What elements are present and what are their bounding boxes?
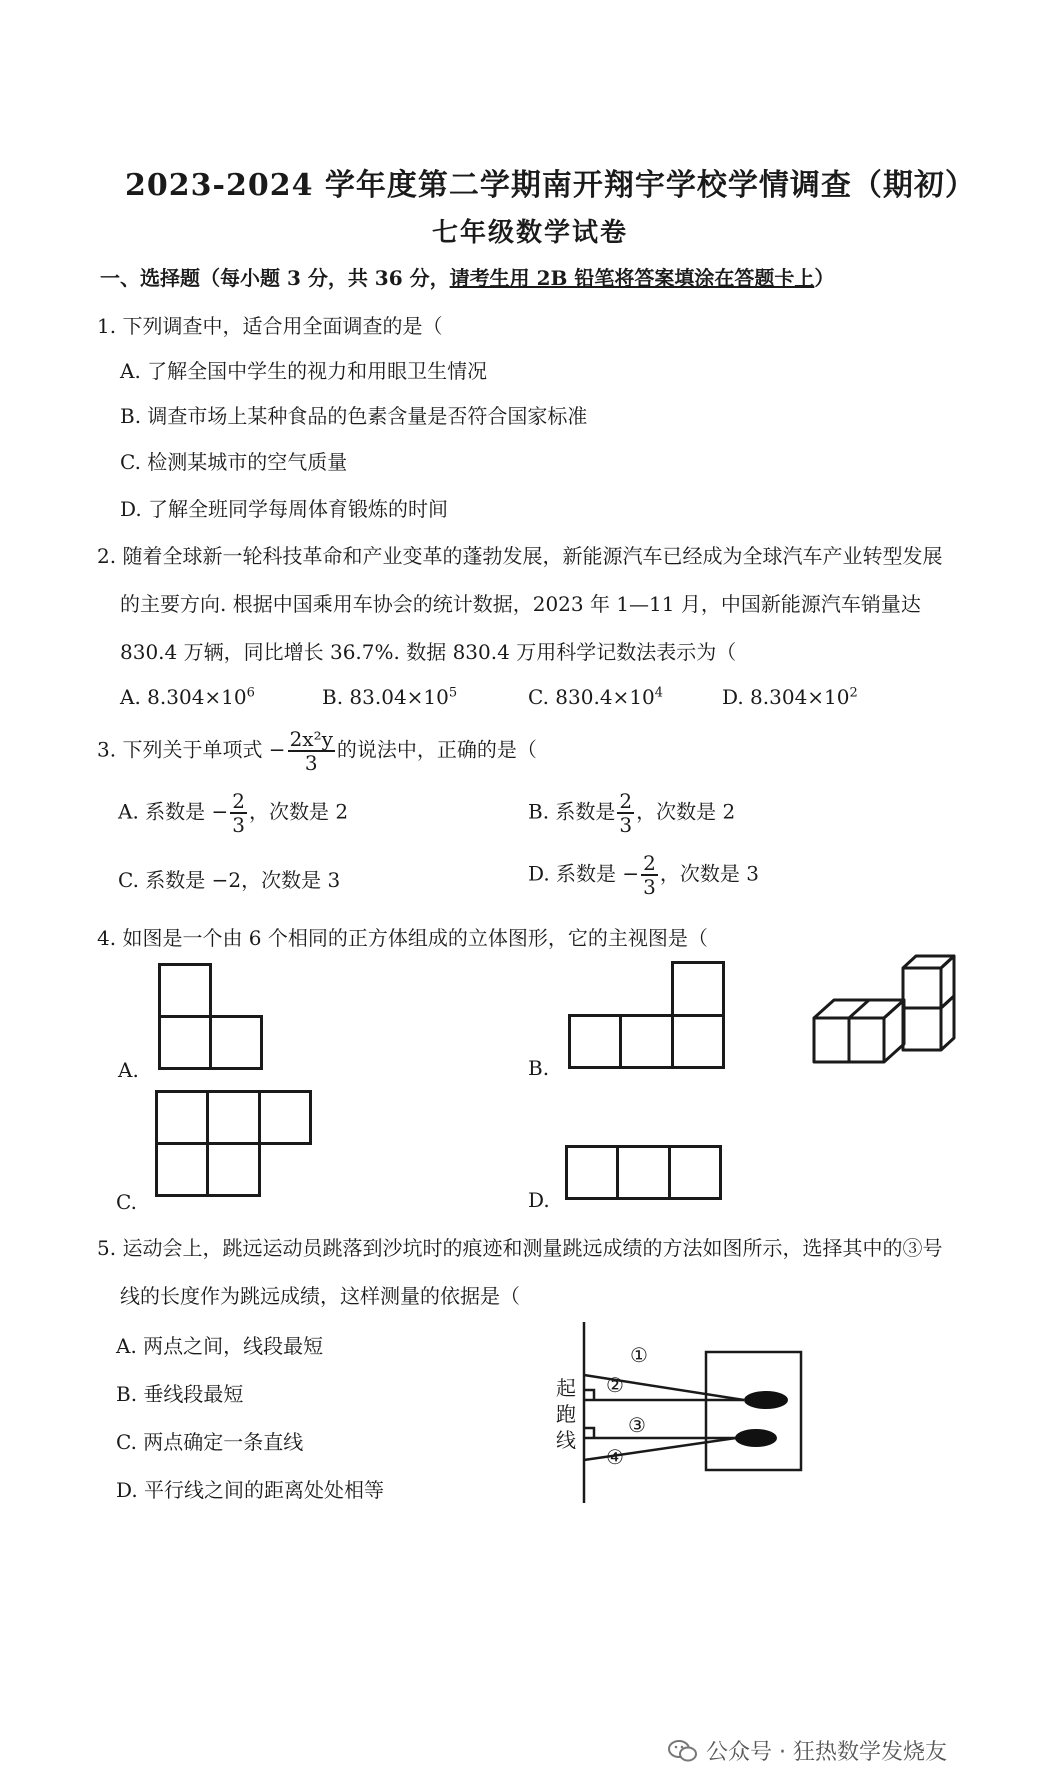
watermark-text: 公众号 · 狂热数学发烧友 xyxy=(706,1740,947,1765)
q4-a-square xyxy=(209,1015,263,1070)
q1-option-b: B. 调查市场上某种食品的色素含量是否符合国家标准 xyxy=(120,404,588,428)
q2-option-b-exp: 5 xyxy=(448,685,458,701)
start-line-label-char-2: 跑 xyxy=(556,1402,576,1426)
q3-option-d xyxy=(528,852,759,898)
q1-option-d: D. 了解全班同学每周体育锻炼的时间 xyxy=(120,497,449,521)
q2-option-b xyxy=(322,685,457,709)
q1-stem: 1. 下列调查中，适合用全面调查的是（ xyxy=(97,314,443,338)
q2-option-d-exp: 2 xyxy=(849,685,858,701)
q2-option-d-base: D. 8.304×10 xyxy=(722,685,850,709)
q3-option-b xyxy=(528,790,735,836)
q2-option-d xyxy=(722,685,858,709)
q4-a-square xyxy=(158,1015,212,1070)
watermark xyxy=(668,1735,947,1766)
q5-line-2: 线的长度作为跳远成绩，这样测量的依据是（ xyxy=(120,1284,520,1308)
q2-line-3: 830.4 万辆，同比增长 36.7%. 数据 830.4 万用科学记数法表示为（ xyxy=(120,640,737,664)
q4-c-square xyxy=(258,1090,312,1145)
q4-c-square xyxy=(206,1142,261,1197)
q5-line-1: 5. 运动会上，跳远运动员跳落到沙坑时的痕迹和测量跳远成绩的方法如图所示，选择其中的③号 xyxy=(97,1236,943,1260)
q2-option-c xyxy=(528,685,663,709)
q3-option-b-num: 2 xyxy=(619,789,633,813)
q3-option-b-suffix: ，次数是 2 xyxy=(636,799,736,824)
q3-option-a-den: 3 xyxy=(232,813,246,837)
q1-option-a: A. 了解全国中学生的视力和用眼卫生情况 xyxy=(120,359,488,383)
q3-stem-suffix: 的说法中，正确的是（ xyxy=(336,737,537,762)
q4-c-square xyxy=(155,1142,209,1197)
q3-option-a-prefix: A. 系数是 − xyxy=(118,799,229,824)
q4-b-square xyxy=(671,1014,725,1069)
q3-option-b-frac xyxy=(617,790,634,836)
q3-option-b-prefix: B. 系数是 xyxy=(528,799,616,824)
line-label-3: ③ xyxy=(628,1413,646,1437)
exam-subtitle: 七年级数学试卷 xyxy=(432,218,629,248)
exam-title: 2023-2024 学年度第二学期南开翔宇学校学情调查（期初） xyxy=(125,168,976,203)
q4-a-square xyxy=(158,963,212,1018)
line-label-4: ④ xyxy=(606,1445,624,1469)
q3-monomial xyxy=(288,728,335,774)
q2-option-a-exp: 6 xyxy=(246,685,255,701)
section-heading xyxy=(100,262,834,291)
footprint-mark xyxy=(744,1391,788,1409)
q5-long-jump-figure xyxy=(548,1320,818,1505)
q5-option-d: D. 平行线之间的距离处处相等 xyxy=(116,1478,385,1502)
q3-option-b-den: 3 xyxy=(619,813,633,837)
q2-option-b-base: B. 83.04×10 xyxy=(322,685,449,709)
q4-option-a-label: A. xyxy=(118,1058,139,1082)
q3-option-d-frac xyxy=(641,852,658,898)
line-label-2: ② xyxy=(606,1373,624,1397)
q4-d-square xyxy=(565,1145,619,1200)
q3-option-a-suffix: ，次数是 2 xyxy=(249,799,349,824)
line-label-1: ① xyxy=(630,1343,648,1367)
q4-option-d-label: D. xyxy=(528,1188,550,1212)
q4-b-square xyxy=(568,1014,622,1069)
q1-option-c: C. 检测某城市的空气质量 xyxy=(120,450,348,474)
q2-option-c-base: C. 830.4×10 xyxy=(528,685,655,709)
q3-stem xyxy=(97,728,537,774)
q2-line-1: 2. 随着全球新一轮科技革命和产业变革的蓬勃发展，新能源汽车已经成为全球汽车产业转型发展 xyxy=(97,544,943,568)
q5-option-b: B. 垂线段最短 xyxy=(116,1382,244,1406)
start-line-label-char-3: 线 xyxy=(556,1428,576,1452)
section-heading-suffix: ） xyxy=(814,266,835,290)
q3-monomial-den: 3 xyxy=(304,751,318,775)
q5-option-a: A. 两点之间，线段最短 xyxy=(116,1334,324,1358)
q4-c-square xyxy=(206,1090,261,1145)
q2-option-a-base: A. 8.304×10 xyxy=(120,685,247,709)
q4-solid-figure xyxy=(808,950,958,1075)
q3-stem-prefix: 3. 下列关于单项式 − xyxy=(97,737,286,762)
q2-option-c-exp: 4 xyxy=(654,685,664,701)
q3-option-d-num: 2 xyxy=(643,851,656,875)
q3-monomial-num: 2x²y xyxy=(289,727,333,751)
q4-b-square xyxy=(671,961,725,1017)
q5-option-c: C. 两点确定一条直线 xyxy=(116,1430,304,1454)
q4-stem: 4. 如图是一个由 6 个相同的正方体组成的立体图形，它的主视图是（ xyxy=(97,926,708,950)
q4-option-c-label: C. xyxy=(116,1190,137,1214)
q2-line-2: 的主要方向. 根据中国乘用车协会的统计数据，2023 年 1—11 月，中国新能源汽车销量达 xyxy=(120,592,921,616)
q3-option-c: C. 系数是 −2，次数是 3 xyxy=(118,868,341,892)
q4-d-square xyxy=(616,1145,671,1200)
section-heading-instruction: 请考生用 2B 铅笔将答案填涂在答题卡上 xyxy=(449,266,815,290)
q4-b-square xyxy=(619,1014,674,1069)
q3-option-a-frac xyxy=(230,790,247,836)
q3-option-a xyxy=(118,790,348,836)
q4-option-b-label: B. xyxy=(528,1056,550,1080)
section-heading-prefix: 一、选择题（每小题 3 分，共 36 分， xyxy=(100,266,450,290)
q3-option-d-suffix: ，次数是 3 xyxy=(659,861,759,886)
q3-option-d-prefix: D. 系数是 − xyxy=(528,861,640,886)
q3-option-a-num: 2 xyxy=(232,789,246,813)
wechat-icon xyxy=(668,1738,698,1764)
start-line-label-char-1: 起 xyxy=(556,1376,576,1400)
q4-d-square xyxy=(668,1145,722,1200)
q3-option-d-den: 3 xyxy=(643,875,656,899)
q4-c-square xyxy=(155,1090,209,1145)
footprint-mark xyxy=(735,1429,777,1447)
q2-option-a xyxy=(120,685,255,709)
